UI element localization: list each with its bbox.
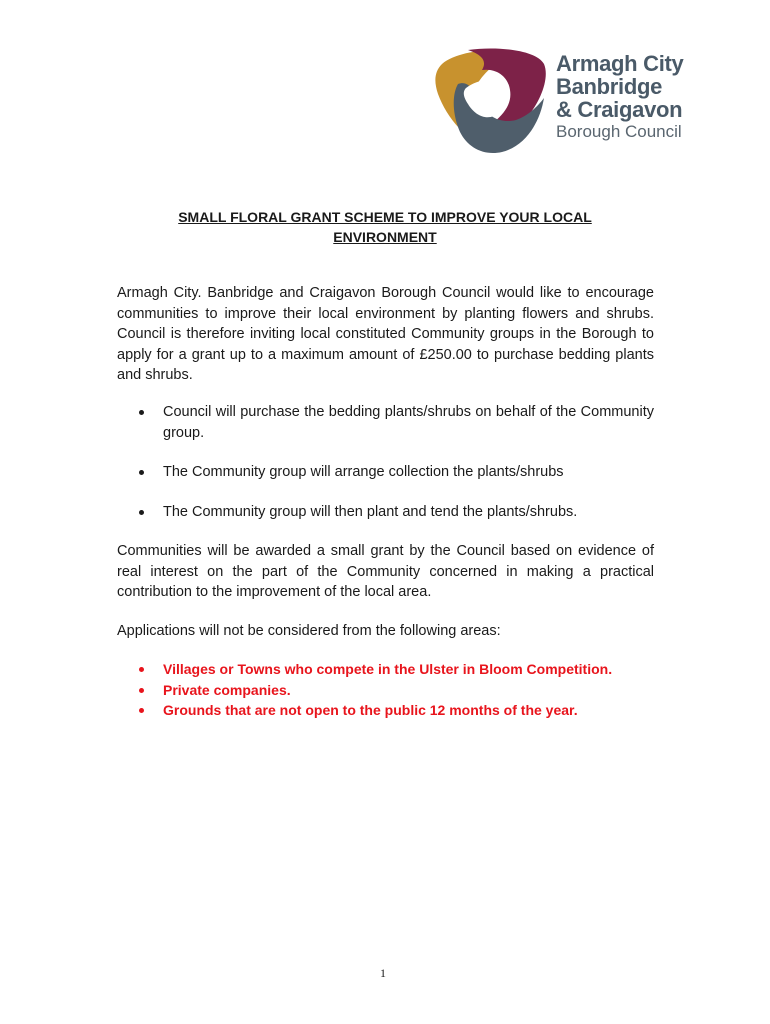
bullet-icon — [139, 708, 144, 713]
page-number: 1 — [380, 966, 386, 980]
title-line-1: SMALL FLORAL GRANT SCHEME TO IMPROVE YOUR LOCAL — [178, 209, 592, 225]
intro-paragraph: Armagh City. Banbridge and Craigavon Borough Council would like to encourage communities to improve their local environment by planting flowers and shrubs. Council is therefore inviting local constituted Community groups in the Borough to apply for a grant up to a maximum amount of £250.00 to purchase bedding plants and shrubs. — [117, 285, 654, 383]
list-item: Grounds that are not open to the public 12 months of the year. — [117, 700, 654, 721]
logo-subtitle: Borough Council — [556, 122, 682, 141]
council-emblem-icon — [428, 46, 548, 156]
bullet-icon — [139, 510, 144, 515]
council-name — [556, 52, 684, 143]
list-item: The Community group will arrange collection the plants/shrubs — [117, 462, 654, 483]
bullet-icon — [139, 667, 144, 672]
list-item: Private companies. — [117, 680, 654, 701]
bullet-icon — [139, 410, 144, 415]
logo-line-2: Banbridge — [556, 74, 663, 99]
logo-line-1: Armagh City — [556, 51, 684, 76]
process-list — [117, 402, 654, 541]
awards-paragraph: Communities will be awarded a small grant by the Council based on evidence of real interest on the part of the Community concerned in making a practical contribution to the improvement of the local area. — [117, 543, 654, 600]
list-item: Council will purchase the bedding plants/shrubs on behalf of the Community group. — [117, 402, 654, 443]
exclusions-list — [117, 659, 654, 721]
logo-line-3: & Craigavon — [556, 97, 683, 122]
document-title — [110, 207, 660, 247]
title-line-2: ENVIRONMENT — [333, 229, 437, 245]
council-logo — [428, 46, 698, 156]
exclusions-intro: Applications will not be considered from the following areas: — [117, 623, 501, 639]
list-item: The Community group will then plant and tend the plants/shrubs. — [117, 502, 654, 523]
bullet-icon — [139, 470, 144, 475]
list-item: Villages or Towns who compete in the Ulster in Bloom Competition. — [117, 659, 654, 680]
bullet-icon — [139, 688, 144, 693]
